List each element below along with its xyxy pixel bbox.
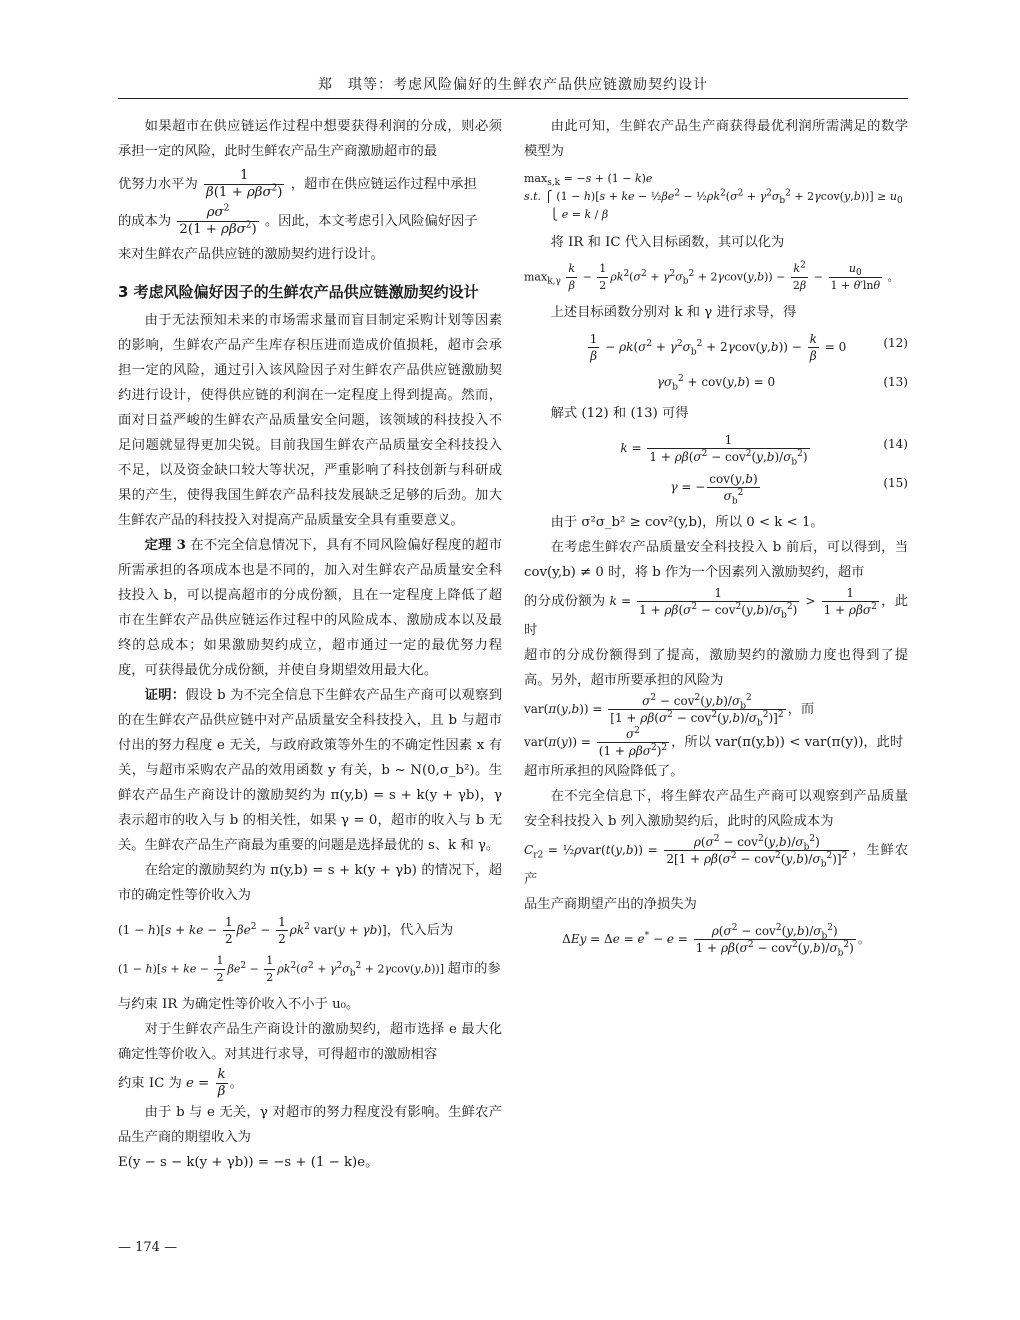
paragraph: 如果超市在供应链运作过程中想要获得利润的分成，则必须承担一定的风险，此时生鲜农产品生产商激励超市的最 [118,119,502,159]
paragraph: var(π(y,b)) = $\frac{\sigma^2 - cov^2(y,b)/\sigma_b^2}{[1 + \rho\beta(\sigma^2 - cov^2(y,b)/\sigma_b^2)]^2}$ ，而 [524,693,815,729]
paragraph: 来对生鲜农产品供应链的激励契约进行设计。 [118,247,384,262]
paragraph: 解式 (12) 和 (13) 可得 [550,406,689,421]
section-heading: 3 考虑风险偏好因子的生鲜农产品供应链激励契约设计 [118,283,479,301]
equation: $\gamma\sigma_b^2 + cov(y,b) = 0$ (13) [656,374,908,393]
paragraph: 在考虑生鲜农产品质量安全科技投入 b 前后，可以得到，当 cov(y,b) ≠ 0 时，将 b 作为一个因素列入激励契约，超市 [524,540,908,580]
running-header: 郑 琪等：考虑风险偏好的生鲜农产品供应链激励契约设计 [318,77,708,93]
paragraph: 在给定的激励契约为 π(y,b) = s + k(y + γb) 的情况下，超市的确定性等价收入为 [118,863,502,903]
page-number: — 174 — [118,1240,178,1255]
paragraph: 上述目标函数分别对 k 和 γ 进行求导，得 [550,305,797,320]
paragraph: 的成本为 $\frac{\rho\sigma^2}{2(1 + \rho\beta\sigma^2)}$ 。因此，本文考虑引入风险偏好因子 [118,203,478,237]
paragraph: 由于 b 与 e 无关，γ 对超市的努力程度没有影响。生鲜农产品生产商的期望收入为 [118,1105,502,1145]
paragraph: var(π(y)) = $\frac{\sigma^2}{(1 + \rho\beta\sigma^2)^2}$ ，所以 var(π(y,b)) < var(π(y))，此时 [524,726,904,758]
equation: (1 − h)[s + ke − $\frac{1}{2}$ $\beta e^2$ − $\frac{1}{2}$ $\rho k^2(\sigma^2 + \gamma^2\sigma_b^2 + 2\gamma cov(y,b))$] 超市的参 [118,954,501,984]
right-column [524,114,908,962]
equation: k = $\frac{1}{1 + \rho\beta(\sigma^2 - cov^2(y,b)/\sigma_b^2)}$ (14) [620,433,908,468]
equation: ΔEy = Δe = e* − e = $\frac{\rho(\sigma^2 - cov^2(y,b)/\sigma_b^2)}{1 + \rho\beta(\sigma^2 - cov^2(y,b)/\sigma_b^2)}$ 。 [562,923,870,959]
theorem: 定理 3 在不完全信息情况下，具有不同风险偏好程度的超市所需承担的各项成本也是不同的，加入对生鲜农产品质量安全科技投入 b，可以提高超市的分成份额，且在一定程度上降低了超市在生鲜农产品供应链运作过程中的风险成本、激励成本以及最终的总成本；如果激励契约成立，超市通过一定的最优努力程度，可获得最优分成份额，并使自身期望效用最大化。 [118,538,502,678]
paragraph: 由于 σ²σ_b² ≥ cov²(y,b)，所以 0 < k < 1。 [550,515,824,530]
paragraph: 对于生鲜农产品生产商设计的激励契约，超市选择 e 最大化确定性等价收入。对其进行求导，可得超市的激励相容 [118,1022,502,1062]
paragraph: 超市的分成份额得到了提高，激励契约的激励力度也得到了提高。另外，超市所要承担的风险为 [524,648,908,688]
paragraph: $C_{r2}$ = ½ρvar(t(y,b)) = $\frac{\rho(\sigma^2 - cov^2(y,b)/\sigma_b^2)}{2[1 + \rho\beta(\sigma^2 - cov^2(y,b)/\sigma_b^2)]^2}$ ，生鲜农产 [524,834,908,887]
paragraph: 超市所承担的风险降低了。 [524,764,684,779]
equation: γ = − $\frac{\text{cov(y,b)}}{\sigma_b^2}$ (15) [670,472,908,507]
paragraph: 由于无法预知未来的市场需求量而盲目制定采购计划等因素的影响，生鲜农产品产生库存积压进而造成价值损耗，超市会承担一定的风险，通过引入该风险因子对生鲜农产品供应链激励契约进行设计，使得供应链的利润在一定程度上得到提高。然而，面对日益严峻的生鲜农产品质量安全问题，该领域的科技投入不足问题就显得更加尖锐。目前我国生鲜农产品质量安全科技投入不足，以及资金缺口较大等状况，严重影响了科技创新与科研成果的产生，使得我国生鲜农产品科技发展缺乏足够的后劲。加大生鲜农产品的科技投入对提高产品质量安全具有重要意义。 [118,313,502,528]
paragraph: 约束 IC 为 e = $\frac{k}{\beta}$ 。 [118,1067,243,1099]
formula: $\frac{\rho\sigma^2}{2(1 + \rho\beta\sigma^2)}$ [179,203,257,237]
paragraph: 的分成份额为 k = $\frac{1}{1 + \rho\beta(\sigma^2 - cov^2(y,b)/\sigma_b^2)}$ > $\frac{1}{1 + \rho\beta\sigma^2}$ ，此时 [524,586,909,638]
equation: (1 − h)[s + ke − $\frac{1}{2}$ $\beta e^2$ − $\frac{1}{2}$ $\rho k^2$ var(y + γb)]，代入后为 [118,915,454,946]
header-rule [118,98,908,99]
paragraph: 优努力水平为 $\frac{1}{\beta(1 + \rho\beta\sigma^2)}$ ，超市在供应链运作过程中承担 [118,168,477,200]
paragraph: 品生产商期望产出的净损失为 [524,897,697,912]
proof: 证明：假设 b 为不完全信息下生鲜农产品生产商可以观察到的在生鲜农产品供应链中对产品质量安全科技投入，且 b 与超市付出的努力程度 e 无关，与政府政策等外生的不确定性因素 x 有关，与超市采购农产品的效用函数 y 有关，b ~ N(0,σ_b²)。生鲜农产品生产商设计的激励契约为 π(y,b) = s + k(y + γb)，γ 表示超市的收入与 b 的相关性，如果 γ = 0，超市的收入与 b 无关。生鲜农产品生产商最为重要的问题是选择最优的 s、k 和 γ。 [118,688,503,853]
equation: $\frac{1}{\beta}$ − $\rho k(\sigma^2 + \gamma^2\sigma_b^2 + 2\gamma cov(y,b))$ − $\frac{k}{\beta}$ = 0 (12) [589,332,908,363]
paragraph: 与约束 IR 为确定性等价收入不小于 u₀。 [118,997,360,1012]
paragraph: 由此可知，生鲜农产品生产商获得最优利润所需满足的数学模型为 [524,119,908,159]
equation: $\max_{s,k} = -s + (1 - k)e$ s.t. ⎧ (1 − h)[s + ke − $\frac{1}{2}\beta e^2$ − $\frac{1}{2}\rho k^2(\sigma^2 + \gamma^2\sigma_b^2 + 2\gamma cov(y,b))] \ge u_0$ ⎩ e = k / β [524,172,903,221]
equation: $\max_{k,\gamma}$ $\frac{k}{\beta}$ − $\frac{1}{2}$ $\rho k^2(\sigma^2 + \gamma^2\sigma_b^2 + 2\gamma cov(y,b))$ − $\frac{k^2}{2\beta}$ − $\frac{u_0}{1 + \theta'\ln\theta}$ 。 [524,260,899,292]
paragraph: 在不完全信息下，将生鲜农产品生产商可以观察到产品质量安全科技投入 b 列入激励契约后，此时的风险成本为 [524,789,908,829]
left-column [118,114,502,1175]
formula: $\frac{1}{\beta(1 + \rho\beta\sigma^2)}$ [206,168,283,200]
paragraph: 将 IR 和 IC 代入目标函数，其可以化为 [550,235,785,250]
paragraph: E(y − s − k(y + γb)) = −s + (1 − k)e。 [118,1155,379,1170]
